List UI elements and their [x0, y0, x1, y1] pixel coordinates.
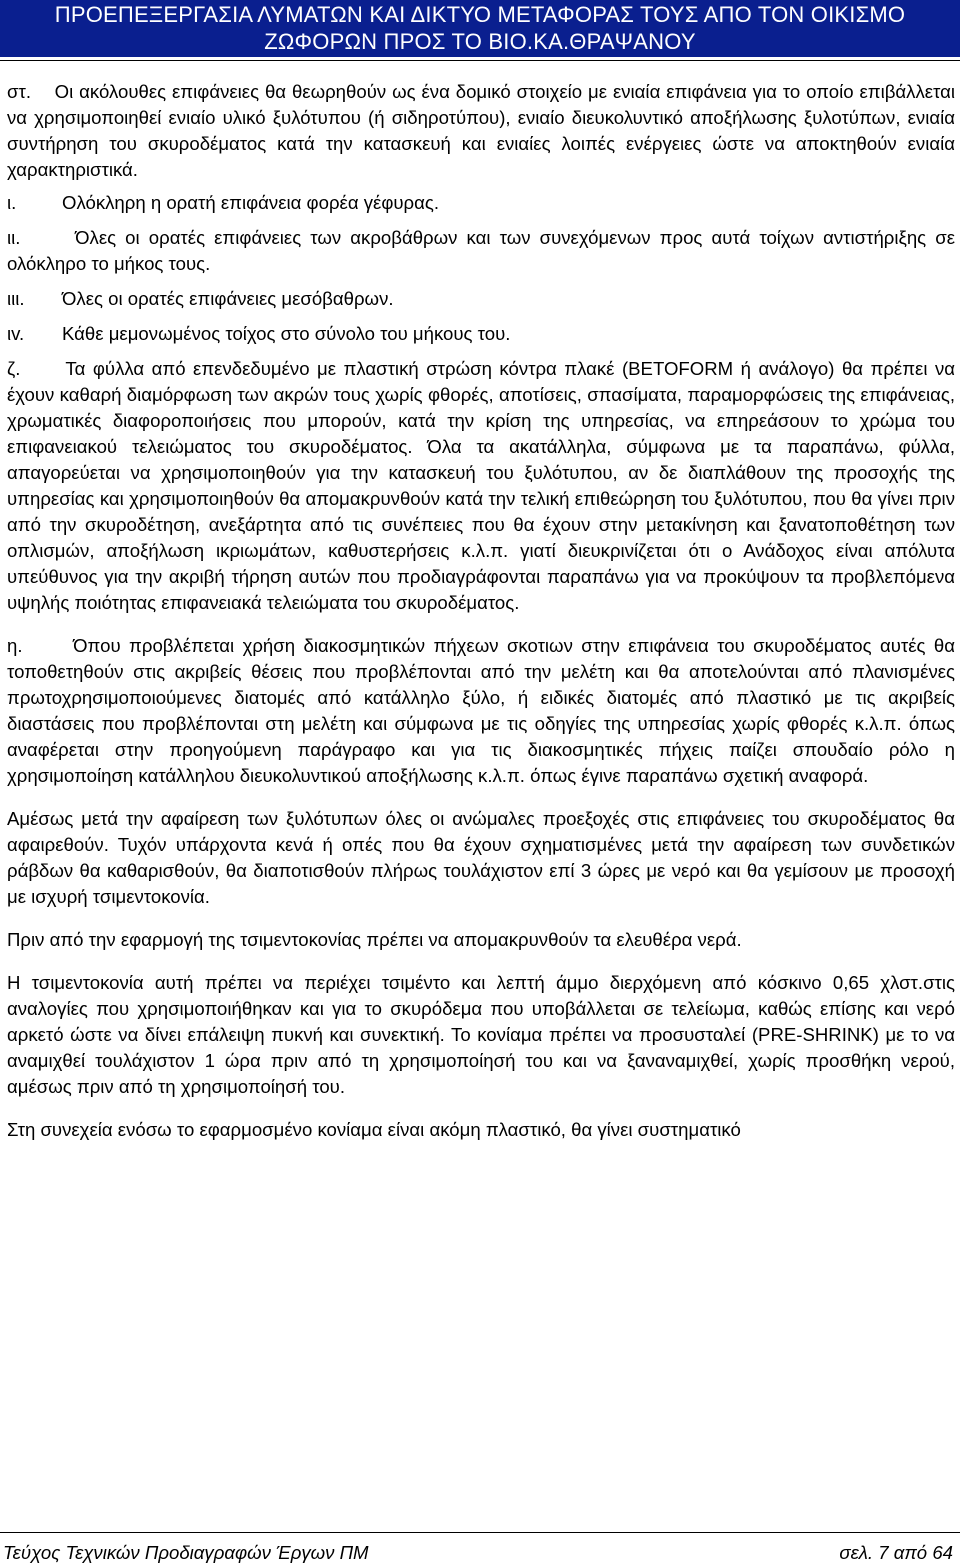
paragraph-3: Η τσιμεντοκονία αυτή πρέπει να περιέχει τσιμέντο και λεπτή άμμο διερχόμενη από κόσκινο 0,65 χλστ.στις αναλογίες που χρησιμοποιήθηκαν και για το σκυρόδεμα που υποβάλλεται σε τελείωμα, καθώς επίσης και νερό αρκετό ώστε να δίνει επάλειψη πυκνή και συνεκτική. Το κονίαμα πρέπει να προσυσταλεί (PRE-SHRINK) με το να αναμιχθεί τουλάχιστον 1 ώρα πριν από τη χρησιμοποίησή του και να ξαναναμιχθεί, χωρίς προσθήκη νερού, αμέσως πριν από τη χρησιμοποίησή του. — [7, 972, 955, 1097]
header-title-line-2: ΖΩΦΟΡΩΝ ΠΡΟΣ ΤΟ ΒΙΟ.ΚΑ.ΘΡΑΨΑΝΟΥ — [264, 29, 696, 54]
list-text-ii: Όλες οι ορατές επιφάνειες των ακροβάθρων και των συνεχόμενων προς αυτά τοίχων αντιστήριξης σε ολόκληρο το μήκος τους. — [7, 227, 955, 274]
item-text-st: Οι ακόλουθες επιφάνειες θα θεωρηθούν ως ένα δομικό στοιχείο με ενιαία επιφάνεια για το οποίο επιβάλλεται να χρησιμοποιηθεί ενιαίο υλικό ξυλότυπου (ή σιδηροτύπου), ενιαίο διευκολυντικό αποξήλωσης ξυλοτύπων, ενιαία συντήρηση του σκυροδέματος κατά την κατασκευή και ενιαίες λοιπές ενέργειες ώστε να αποκτηθούν ενιαία χαρακτηριστικά. — [7, 81, 956, 180]
list-text-iv: Κάθε μεμονωμένος τοίχος στο σύνολο του μήκους του. — [62, 323, 511, 344]
paragraph-z — [7, 356, 955, 616]
paragraph-st — [7, 79, 955, 183]
page-header — [0, 0, 960, 57]
header-title-line-1: ΠΡΟΕΠΕΞΕΡΓΑΣΙΑ ΛΥΜΑΤΩΝ ΚΑΙ ΔΙΚΤΥΟ ΜΕΤΑΦΟΡΑΣ ΤΟΥΣ ΑΠΟ ΤΟΝ ΟΙΚΙΣΜΟ — [54, 2, 906, 27]
list-item-i — [7, 190, 955, 216]
list-label-iii: ιιι. — [7, 288, 25, 309]
paragraph-h — [7, 633, 955, 789]
list-item-iv — [7, 321, 955, 347]
paragraph-2: Πριν από την εφαρμογή της τσιμεντοκονίας πρέπει να απομακρυνθούν τα ελευθέρα νερά. — [7, 929, 742, 950]
list-text-iii: Όλες οι ορατές επιφάνειες μεσόβαθρων. — [62, 288, 394, 309]
footer-page-number: σελ. 7 από 64 — [839, 1542, 953, 1563]
item-text-z: Τα φύλλα από επενδεδυμένο με πλαστική στρώση κόντρα πλακέ (BETOFORM ή ανάλογο) θα πρέπει να έχουν καθαρή διαμόρφωση των ακρών τους χωρίς φθορές, αποτίσεις, σπασίματα, παραμορφώσεις της επιφάνειας, χρωματικές διαφοροποιήσεις που μπορούν, κατά την κρίση της υπηρεσίας, να επηρεάσουν το χρώμα του επιφανειακού τελειώματος του σκυροδέματος. Όλα τα ακατάλληλα, σύμφωνα με τα παραπάνω, φύλλα, απαγορεύεται να χρησιμοποιηθούν για την κατασκευή του ξυλότυπου, αν δε διαπλάθουν της προσοχής της υπηρεσίας και χρησιμοποιηθούν θα απομακρυνθούν κατά την τελική επιθεώρηση του ξυλότυπου, που θα γίνει πριν από την σκυροδέτηση, ανεξάρτητα από τις συνέπειες που θα έχουν στην μετακίνηση και ξανατοποθέτηση των οπλισμών, αποξήλωση ικριωμάτων, καθυστερήσεις κ.λ.π. γιατί διευκρινίζεται ότι ο Ανάδοχος είναι απόλυτα υπεύθυνος για την ακριβή τήρηση αυτών που προδιαγράφονται παραπάνω για να προκύψουν τα προβλεπόμενα υψηλής ποιότητας επιφανειακά τελειώματα του σκυροδέματος. — [7, 358, 955, 613]
list-item-ii — [7, 225, 955, 277]
list-item-iii — [7, 286, 955, 312]
footer-document-title: Τεύχος Τεχνικών Προδιαγραφών Έργων ΠΜ — [3, 1542, 369, 1563]
page-footer — [3, 1540, 953, 1566]
list-label-i: ι. — [7, 192, 17, 213]
paragraph-1: Αμέσως μετά την αφαίρεση των ξυλότυπων όλες οι ανώμαλες προεξοχές στις επιφάνειες του σκυροδέματος θα αφαιρεθούν. Τυχόν υπάρχοντα κενά ή οπές που θα έχουν σχηματισμένες μετά την αφαίρεση των συνδετικών ράβδων θα καθαρισθούν, θα διαποτισθούν πλήρως τουλάχιστον επί 3 ώρες με νερό και θα γεμίσουν με προσοχή με ισχυρή τσιμεντοκονία. — [7, 808, 955, 907]
item-label-z: ζ. — [7, 358, 21, 379]
item-text-h: Όπου προβλέπεται χρήση διακοσμητικών πήχεων σκοτιων στην επιφάνεια του σκυροδέματος αυτές θα τοποθετηθούν στις ακριβείς θέσεις που προβλέπονται από την μελέτη και θα αποτελούνται από πλανισμένες πρωτοχρησιμοποιούμενες διατομές από κατάλληλο ξύλο, ή ειδικές διατομές από πλαστικό με τις ακριβείς διαστάσεις που προβλέπονται στη μελέτη και σύμφωνα με τις οδηγίες της υπηρεσίας χωρίς φθορές κ.λ.π. όπως αναφέρεται στην προηγούμενη παράγραφο και για τις διακοσμητικές πήχεις παίζει σπουδαίο ρόλο η χρησιμοποίηση κατάλληλου διευκολυντικού αποξήλωσης κ.λ.π. όπως έγινε παραπάνω σχετική αναφορά. — [7, 635, 955, 786]
header-divider — [0, 60, 960, 61]
list-label-iv: ιv. — [7, 323, 25, 344]
list-text-i: Ολόκληρη η ορατή επιφάνεια φορέα γέφυρας. — [62, 192, 439, 213]
list-label-ii: ιι. — [7, 227, 21, 248]
paragraph-4: Στη συνεχεία ενόσω το εφαρμοσμένο κονίαμα είναι ακόμη πλαστικό, θα γίνει συστηματικό — [7, 1119, 741, 1140]
document-body — [7, 79, 955, 1143]
item-label-h: η. — [7, 635, 23, 656]
item-label-st: στ. — [7, 81, 31, 102]
footer-divider — [0, 1532, 960, 1533]
